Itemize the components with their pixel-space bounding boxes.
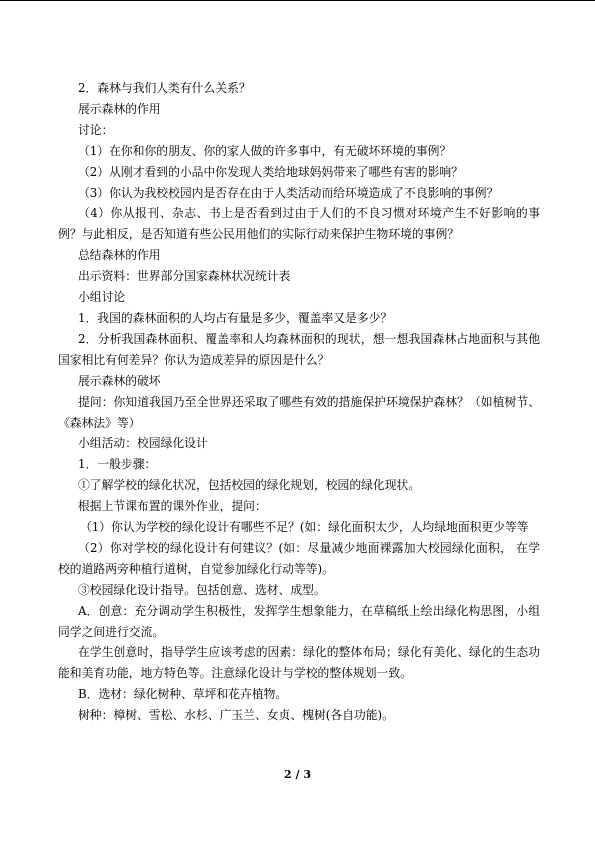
page-number: 2 / 3 <box>284 768 311 781</box>
question-measures: 提问：你知道我国乃至全世界还采取了哪些有效的措施保护环境保护森林？（如植树节、《森林法》等） <box>58 394 540 430</box>
heading-show-role: 展示森林的作用 <box>78 101 161 116</box>
homework-question-2: （2）你对学校的绿化设计有何建议？(如：尽量减少地面裸露加大校园绿化面积， 在学校的道路两旁种植行道树，自觉参加绿化行动等等)。 <box>58 540 540 576</box>
step-1: ①了解学校的绿化状况，包括校园的绿化规划，校园的绿化现状。 <box>78 478 421 493</box>
tree-species: 树种：樟树、雪松、水杉、广玉兰、女贞、槐树(各自功能)。 <box>78 708 394 723</box>
group-question-1: 1．我国的森林面积的人均占有量是多少，覆盖率又是多少？ <box>78 310 393 325</box>
document-body <box>58 78 540 726</box>
top-rule <box>0 0 595 1</box>
discussion-item-4: （4）你从报刊、杂志、书上是否看到过由于人们的不良习惯对环境产生不好影响的事例？与此相反，是否知道有些公民用他们的实际行动来保护生物环境的事例？ <box>58 206 540 242</box>
discussion-item-3: （3）你认为我校校园内是否存在由于人类活动而给环境造成了不良影响的事例？ <box>78 185 499 200</box>
heading-group-discussion: 小组讨论 <box>78 290 126 305</box>
question-2: 2．森林与我们人类有什么关系？ <box>78 81 251 95</box>
heading-discuss: 讨论： <box>78 122 114 137</box>
homework-intro: 根据上节课布置的课外作业，提问： <box>78 499 267 514</box>
steps-heading: 1．一般步骤： <box>78 457 157 472</box>
group-question-2: 2．分析我国森林面积、覆盖率和人均森林面积的现状，想一想我国森林占地面积与其他国家相比有何差异？你认为造成差异的原因是什么？ <box>58 331 540 367</box>
heading-group-activity: 小组活动：校园绿化设计 <box>78 436 208 451</box>
creative-guidance-paragraph: 在学生创意时，指导学生应该考虑的因素：绿化的整体布局；绿化有美化、绿化的生态功能和美育功能，地方特色等。注意绿化设计与学校的整体规划一致。 <box>58 645 540 681</box>
material-selection: B．选材：绿化树种、草坪和花卉植物。 <box>78 687 288 702</box>
heading-summary: 总结森林的作用 <box>78 248 161 263</box>
discussion-item-2: （2）从刚才看到的小品中你发现人类给地球妈妈带来了哪些有害的影响？ <box>78 164 464 179</box>
step-3: ③校园绿化设计指导。包括创意、选材、成型。 <box>78 582 326 597</box>
heading-show-destroy: 展示森林的破坏 <box>78 373 161 388</box>
creative-paragraph: A．创意：充分调动学生积极性，发挥学生想象能力，在草稿纸上绘出绿化构思图，小组同学之间进行交流。 <box>58 603 540 639</box>
discussion-item-1: （1）在你和你的朋友、你的家人做的许多事中，有无破坏环境的事例？ <box>78 143 452 158</box>
homework-question-1: （1）你认为学校的绿化设计有哪些不足？(如：绿化面积太少，人均绿地面积更少等等 <box>80 520 529 535</box>
material-line: 出示资料：世界部分国家森林状况统计表 <box>78 269 291 284</box>
